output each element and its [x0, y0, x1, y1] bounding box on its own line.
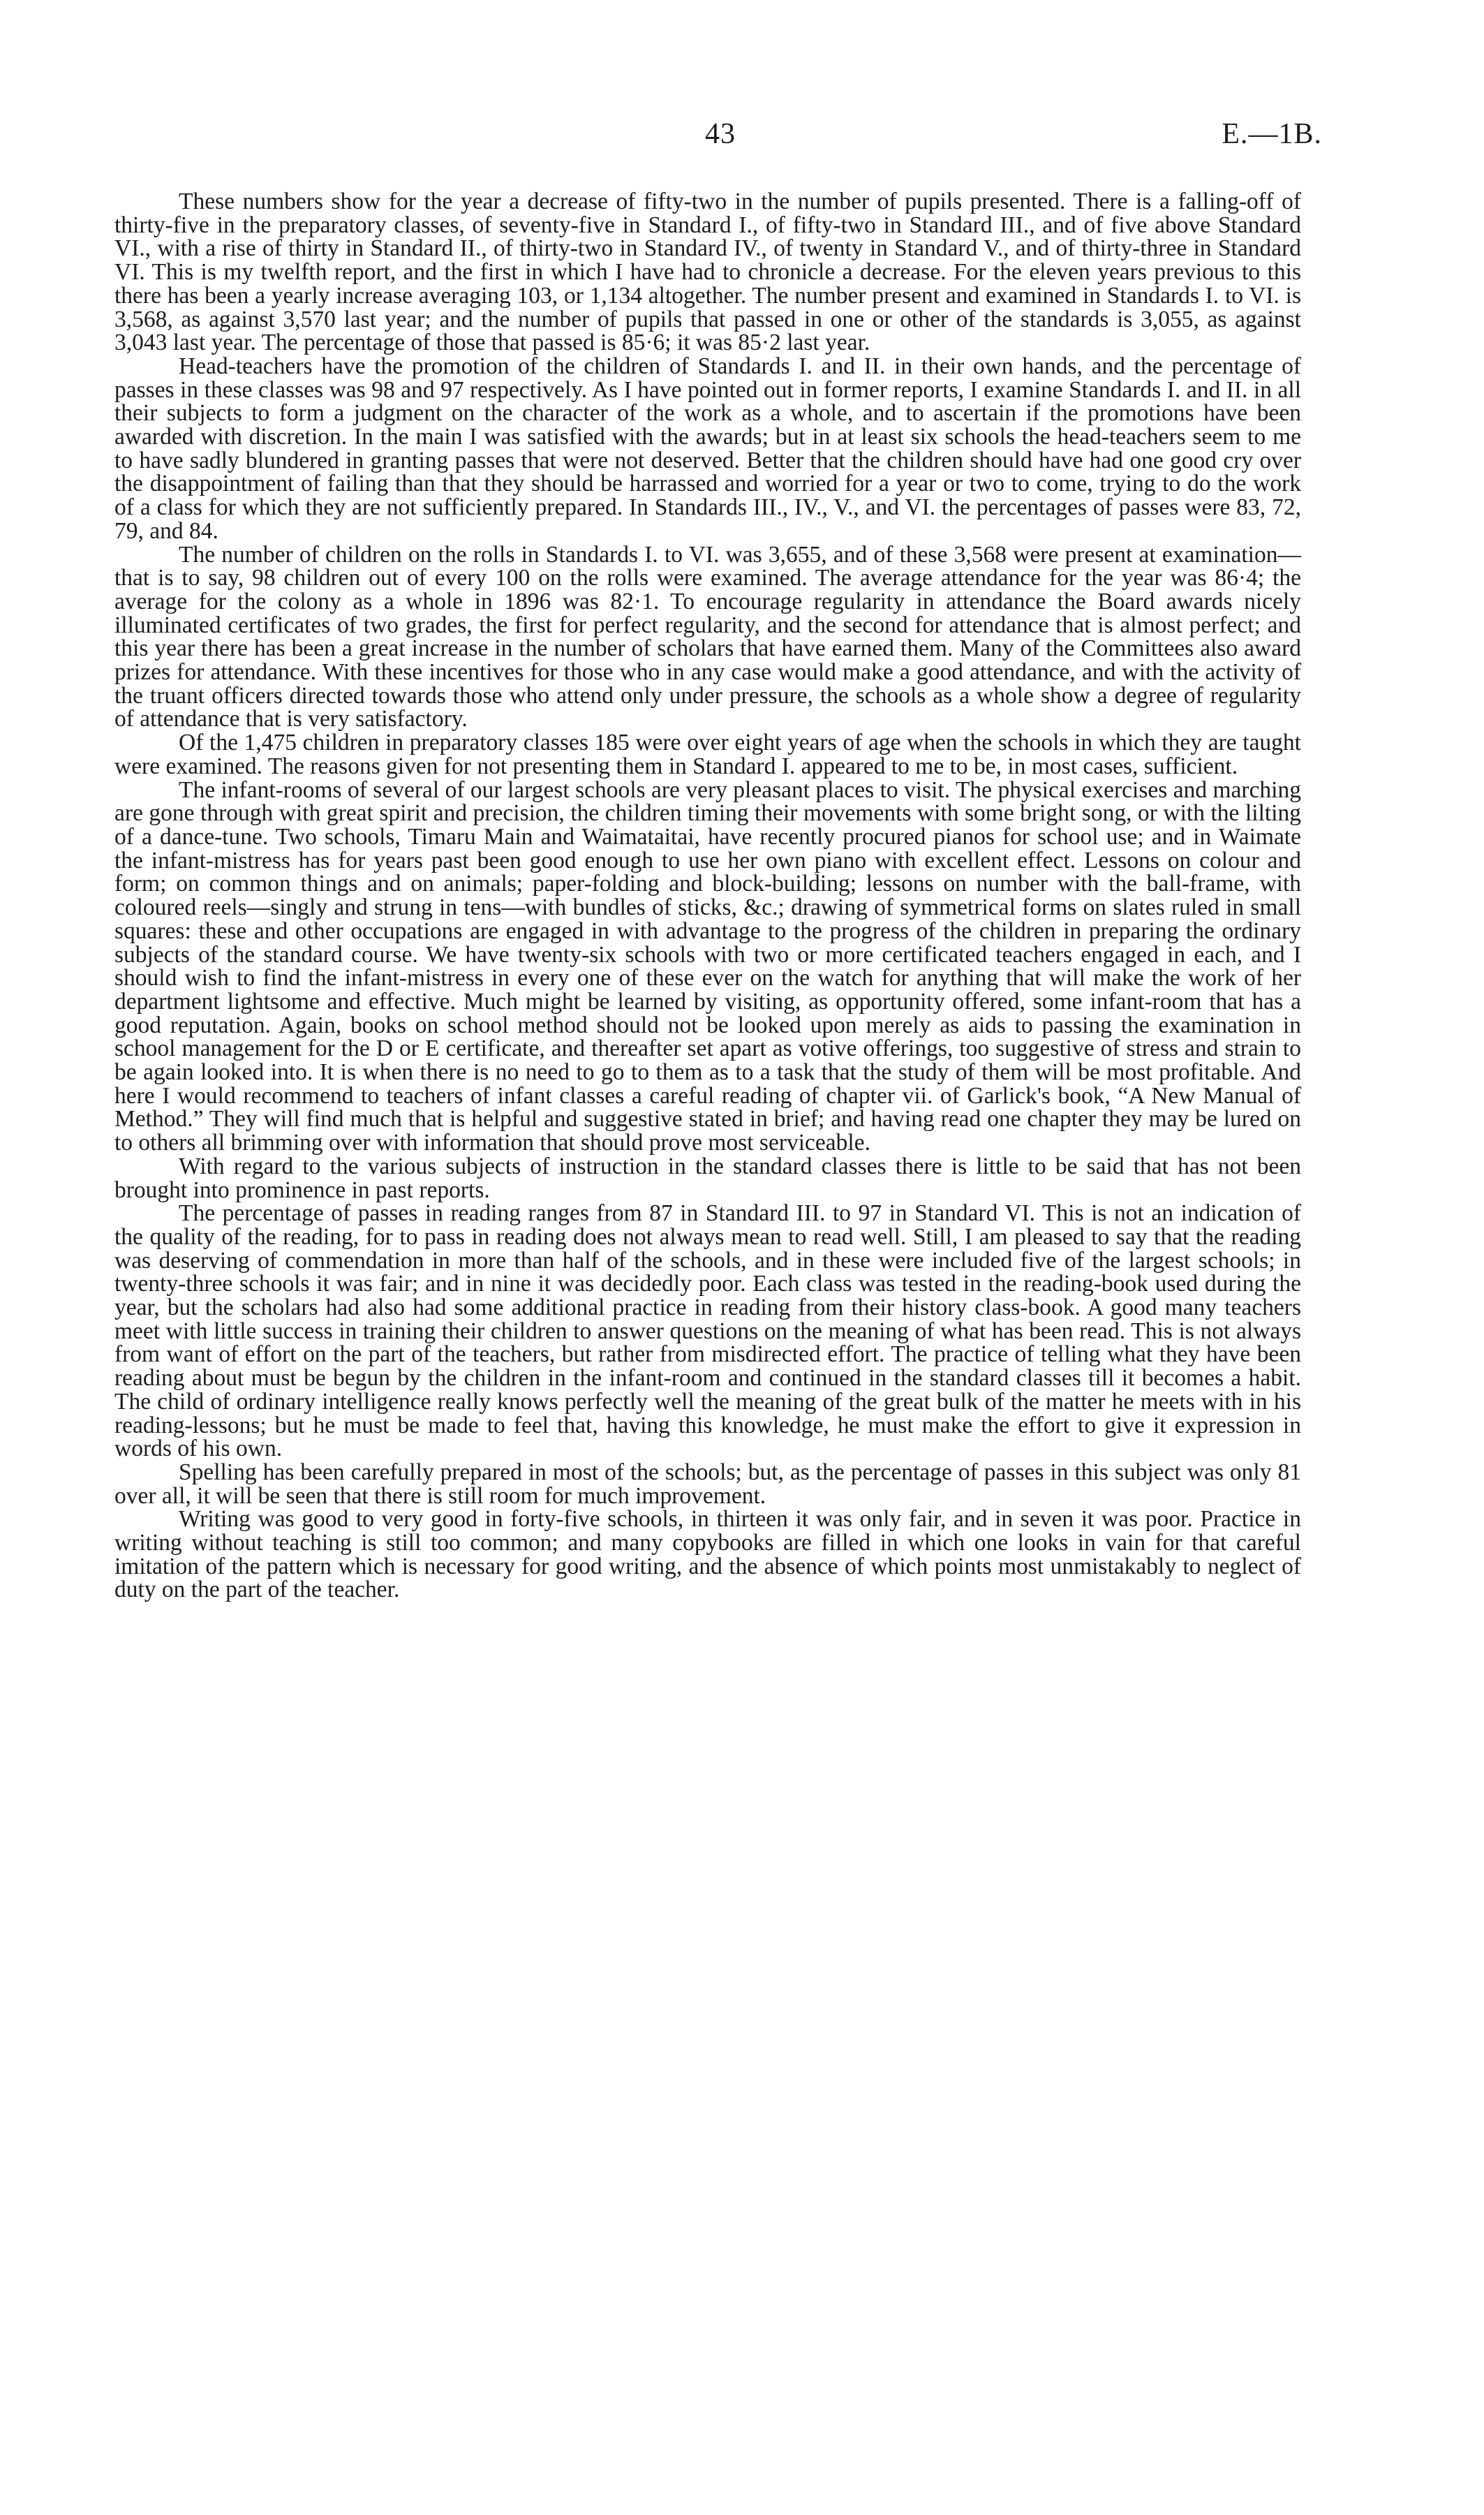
paragraph-pupil-numbers: These numbers show for the year a decrease of fifty-two in the number of pupils presented. There is a falling-off of thirty-five in the preparatory classes, of seventy-five in Standard I., of fifty-two in Standard III., and of five above Standard VI., with a rise of thirty in Standard II., of thirty-two in Standard IV., of twenty in Standard V., and of thirty-three in Standard VI. This is my twelfth report, and the first in which I have had to chronicle a decrease. For the eleven years previous to this there has been a yearly increase averaging 103, or 1,134 altogether. The number present and examined in Standards I. to VI. is 3,568, as against 3,570 last year; and the number of pupils that passed in one or other of the standards is 3,055, as against 3,043 last year. The percentage of those that passed is 85·6; it was 85·2 last year.	[114, 189, 1301, 356]
paragraph-head-teacher-promotions: Head-teachers have the promotion of the children of Standards I. and II. in their own hands, and the percentage of passes in these classes was 98 and 97 respectively. As I have pointed out in former reports, I examine Standards I. and II. in all their subjects to form a judgment on the character of the work as a whole, and to ascertain if the promotions have been awarded with discretion. In the main I was satisfied with the awards; but in at least six schools the head-teachers seem to me to have sadly blundered in granting passes that were not deserved. Better that the children should have had one good cry over the disappointment of failing than that they should be harrassed and worried for a year or two to come, trying to do the work of a class for which they are not sufficiently prepared. In Standards III., IV., V., and VI. the percentages of passes were 83, 72, 79, and 84.	[114, 353, 1301, 544]
paragraph-attendance: The number of children on the rolls in Standards I. to VI. was 3,655, and of these 3,568 were present at examination—that is to say, 98 children out of every 100 on the rolls were examined. The average attendance for the year was 86·4; the average for the colony as a whole in 1896 was 82·1. To encourage regularity in attendance the Board awards nicely illuminated certificates of two grades, the first for perfect regularity, and the second for attendance that is almost perfect; and this year there has been a great increase in the number of scholars that have earned them. Many of the Committees also award prizes for attendance. With these incentives for those who in any case would make a good attendance, and with the activity of the truant officers directed towards those who attend only under pressure, the schools as a whole show a degree of regularity of attendance that is very satisfactory.	[114, 541, 1301, 732]
page-number: 43	[705, 118, 736, 150]
report-body	[114, 190, 1301, 1602]
paragraph-reading: The percentage of passes in reading ranges from 87 in Standard III. to 97 in Standard VI. This is not an indication of the quality of the reading, for to pass in reading does not always mean to read well. Still, I am pleased to say that the reading was deserving of commendation in more than half of the schools, and in these were included five of the largest schools; in twenty-three schools it was fair; and in nine it was decidedly poor. Each class was tested in the reading-book used during the year, but the scholars had also had some additional practice in reading from their history class-book. A good many teachers meet with little success in training their children to answer questions on the meaning of what has been read. This is not always from want of effort on the part of the teachers, but rather from misdirected effort. The practice of telling what they have been reading about must be begun by the children in the infant-room and continued in the standard classes till it becomes a habit. The child of ordinary intelligence really knows perfectly well the meaning of the great bulk of the matter he meets with in his reading-lessons; but he must be made to feel that, having this knowledge, he must make the effort to give it expression in words of his own.	[114, 1200, 1301, 1462]
paragraph-writing: Writing was good to very good in forty-five schools, in thirteen it was only fair, and in seven it was poor. Practice in writing without teaching is still too common; and many copybooks are filled in which one looks in vain for that careful imitation of the pattern which is necessary for good writing, and the absence of which points most unmistakably to neglect of duty on the part of the teacher.	[114, 1506, 1301, 1603]
paragraph-infant-rooms: The infant-rooms of several of our largest schools are very pleasant places to visit. The physical exercises and marching are gone through with great spirit and precision, the children timing their movements with some bright song, or with the lilting of a dance-tune. Two schools, Timaru Main and Waimataitai, have recently procured pianos for school use; and in Waimate the infant-mistress has for years past been good enough to use her own piano with excellent effect. Lessons on colour and form; on common things and on animals; paper-folding and block-building; lessons on number with the ball-frame, with coloured reels—singly and strung in tens—with bundles of sticks, &c.; drawing of symmetrical forms on slates ruled in small squares: these and other occupations are engaged in with advantage to the progress of the children in preparing the ordinary subjects of the standard course. We have twenty-six schools with two or more certificated teachers engaged in each, and I should wish to find the infant-mistress in every one of these ever on the watch for anything that will make the work of her department lightsome and effective. Much might be learned by visiting, as opportunity offered, some infant-room that has a good reputation. Again, books on school method should not be looked upon merely as aids to passing the examination in school management for the D or E certificate, and thereafter set apart as votive offerings, too suggestive of stress and strain to be again looked into. It is when there is no need to go to them as to a task that the study of them will be most profitable. And here I would recommend to teachers of infant classes a careful reading of chapter vii. of Garlick's book, “A New Manual of Method.” They will find much that is helpful and suggestive stated in brief; and having read one chapter they may be lured on to others all brimming over with information that should prove most serviceable.	[114, 776, 1301, 1156]
paragraph-spelling: Spelling has been carefully prepared in most of the schools; but, as the percentage of passes in this subject was only 81 over all, it will be seen that there is still room for much improvement.	[114, 1459, 1301, 1509]
paragraph-preparatory-classes: Of the 1,475 children in preparatory classes 185 were over eight years of age when the schools in which they are taught were examined. The reasons given for not presenting them in Standard I. appeared to me to be, in most cases, sufficient.	[114, 730, 1301, 779]
document-reference: E.—1B.	[1222, 118, 1322, 150]
paragraph-subjects-of-instruction: With regard to the various subjects of instruction in the standard classes there is little to be said that has not been brought into prominence in past reports.	[114, 1153, 1301, 1203]
